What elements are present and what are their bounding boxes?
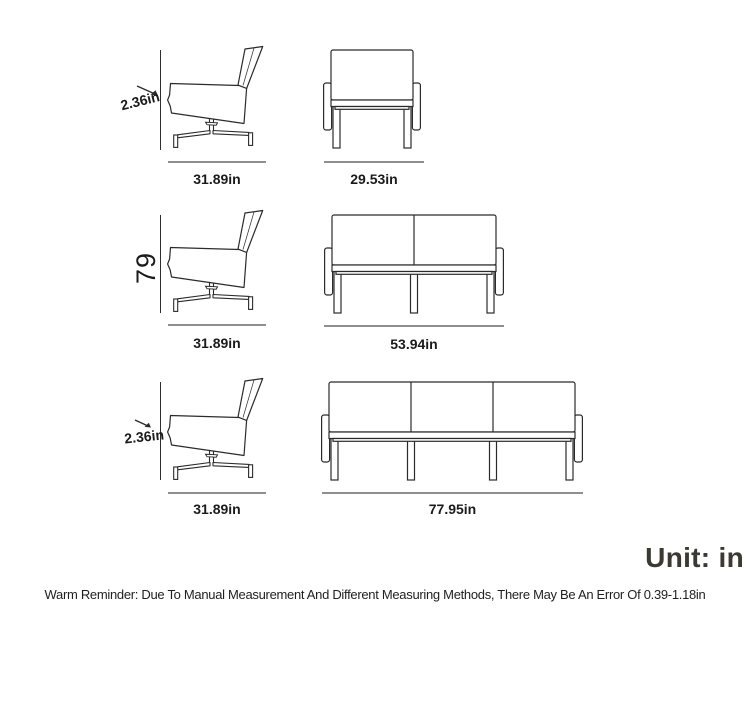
front-view-drawing-row3: [321, 378, 583, 482]
height-label-row1: 2.36in: [118, 88, 162, 114]
front-view-drawing-row2: [324, 211, 504, 315]
side-width-line-row2: [168, 324, 266, 326]
unit-label: Unit: in: [645, 542, 744, 573]
side-width-line-row1: [168, 161, 266, 163]
side-width-label-row2: 31.89in: [193, 335, 241, 351]
side-view-drawing-row3: [164, 376, 270, 484]
front-width-label-row1: 29.53in: [350, 171, 398, 187]
side-view-drawing-row2: [164, 208, 270, 316]
height-label-row2: 79: [130, 251, 161, 285]
front-width-line-row1: [324, 161, 424, 163]
measurement-disclaimer: Warm Reminder: Due To Manual Measurement And Different Measuring Methods, There May Be An Error Of 0.39-1.18in: [44, 587, 706, 602]
side-view-drawing-row1: [164, 44, 270, 152]
front-view-drawing-row1: [323, 46, 421, 150]
height-label-row3: 2.36in: [123, 426, 165, 447]
side-width-label-row3: 31.89in: [193, 501, 241, 517]
front-width-line-row3: [322, 492, 583, 494]
front-width-label-row3: 77.95in: [428, 501, 477, 517]
side-width-line-row3: [168, 492, 266, 494]
front-width-label-row2: 53.94in: [390, 336, 438, 352]
side-width-label-row1: 31.89in: [193, 171, 241, 187]
front-width-line-row2: [324, 325, 504, 327]
